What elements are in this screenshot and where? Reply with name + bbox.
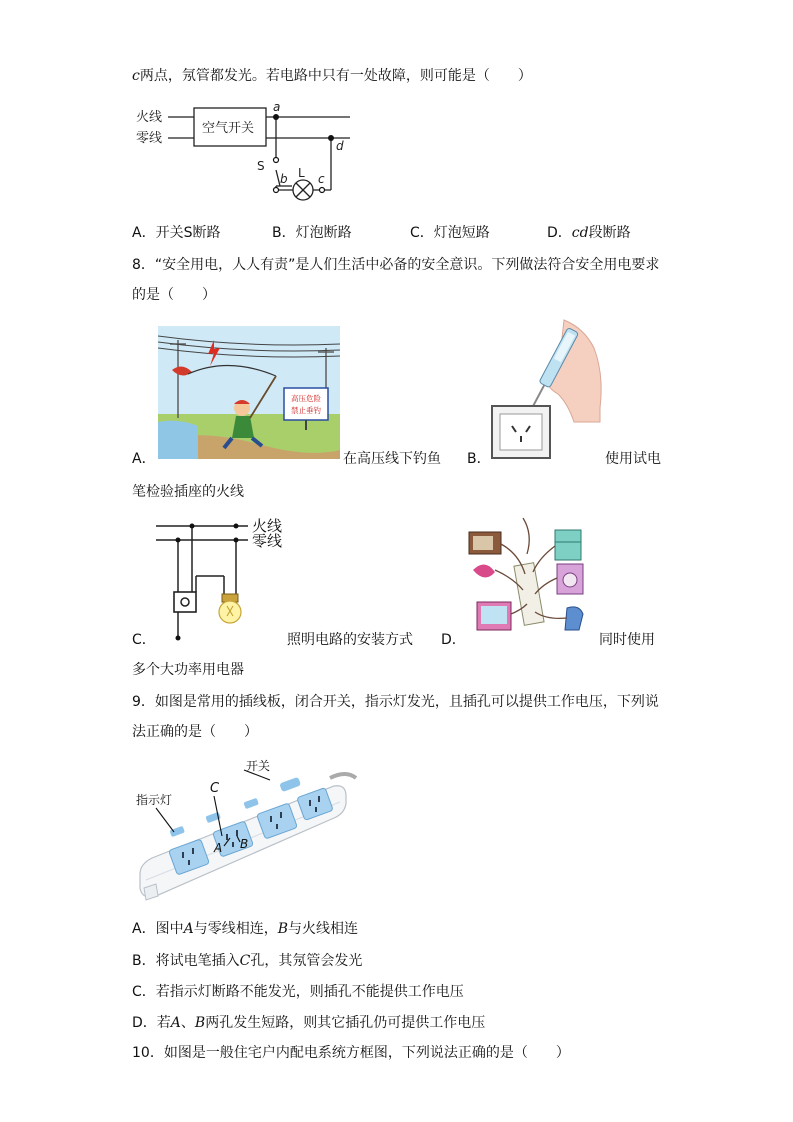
q7-option-a: A．开关S断路 — [132, 225, 221, 241]
q8-stem-line2: 的是（ ） — [132, 287, 216, 303]
q7-point-d: d — [336, 139, 344, 153]
q8-d-label: D． — [441, 632, 466, 648]
q9-option-d: D．若A、B两孔发生短路，则其它插孔仍可提供工作电压 — [132, 1015, 486, 1031]
q7-switch-s: S — [257, 159, 265, 173]
q8-c-label: C． — [132, 632, 156, 648]
q7-circuit-diagram — [132, 98, 362, 210]
q7-point-c: c — [318, 172, 325, 186]
q8-d-text-line2: 多个大功率用电器 — [132, 662, 244, 678]
q9-fig-hole-b: B — [240, 837, 249, 851]
q8-stem-line1: 8．“安全用电，人人有责”是人们生活中必备的安全意识。下列做法符合安全用电要求 — [132, 257, 660, 273]
q7-live-label: 火线 — [136, 110, 163, 125]
q9-stem-line1: 9．如图是常用的插线板，闭合开关，指示灯发光，且插孔可以提供工作电压，下列说 — [132, 694, 659, 710]
q8-c-live-label: 火线 — [252, 517, 283, 535]
q8-picture-a-fishing — [158, 326, 340, 459]
q7-point-a: a — [273, 100, 281, 114]
q7-option-c: C．灯泡短路 — [410, 225, 490, 241]
q7-stem-text: 两点，氖管都发光。若电路中只有一处故障，则可能是（ ） — [139, 68, 532, 84]
q8-picture-b-test-pen — [488, 318, 606, 460]
q9-fig-indicator-label: 指示灯 — [136, 793, 173, 807]
q8-picture-c-lighting-circuit — [152, 514, 292, 642]
q9-power-strip-figure — [134, 756, 360, 902]
q7-lamp-l: L — [298, 166, 305, 180]
q8-a-text: 在高压线下钓鱼 — [343, 451, 441, 467]
q8-b-text-line2: 笔检验插座的火线 — [132, 484, 244, 500]
q8-d-text-line1: 同时使用 — [599, 632, 655, 648]
q8-c-neutral-label: 零线 — [252, 532, 283, 550]
q7-neutral-label: 零线 — [136, 131, 163, 146]
q7-breaker-label: 空气开关 — [202, 121, 255, 136]
q10-stem: 10．如图是一般住宅户内配电系统方框图，下列说法正确的是（ ） — [132, 1045, 570, 1061]
q7-option-d: D．cd段断路 — [547, 225, 631, 241]
q7-option-b: B．灯泡断路 — [272, 225, 352, 241]
q8-sign-line1: 高压危险 — [291, 394, 321, 403]
q9-stem-line2: 法正确的是（ ） — [132, 724, 258, 740]
q7-stem-c: c — [132, 68, 140, 84]
q9-option-c: C．若指示灯断路不能发光，则插孔不能提供工作电压 — [132, 984, 464, 1000]
q8-b-text-line1: 使用试电 — [605, 451, 661, 467]
q8-sign-line2: 禁止垂钓 — [291, 406, 321, 415]
q9-fig-hole-c: C — [210, 781, 220, 796]
q8-c-text: 照明电路的安装方式 — [287, 632, 413, 648]
q9-fig-hole-a: A — [214, 841, 223, 855]
q8-picture-d-appliances — [463, 514, 595, 644]
q8-a-label: A． — [132, 451, 156, 467]
q9-option-b: B．将试电笔插入C孔，其氖管会发光 — [132, 953, 363, 969]
q9-fig-switch-label: 开关 — [246, 759, 271, 773]
q9-option-a: A．图中A与零线相连，B与火线相连 — [132, 921, 358, 937]
q7-point-b: b — [280, 172, 288, 186]
q8-b-label: B． — [467, 451, 491, 467]
q7-stem — [132, 66, 532, 86]
